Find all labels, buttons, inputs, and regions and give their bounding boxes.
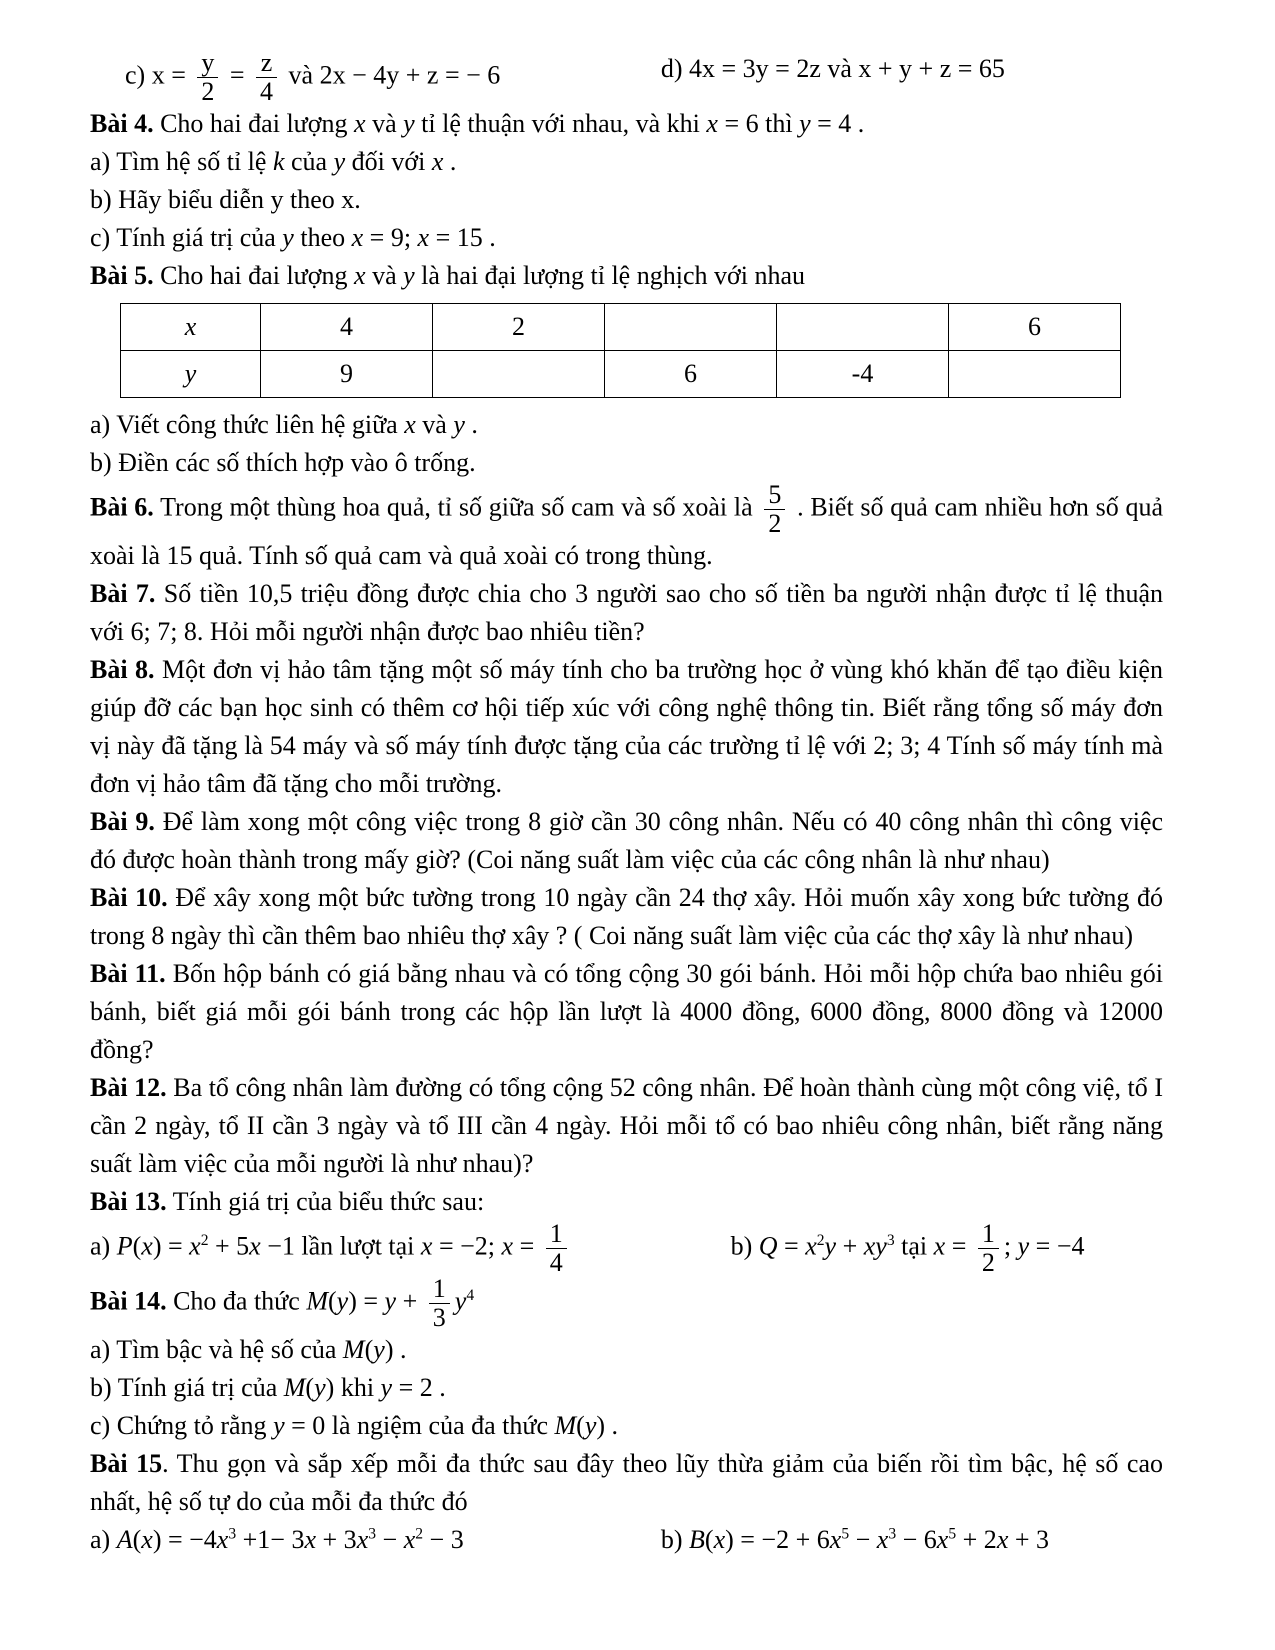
fraction	[978, 1221, 999, 1276]
bai-4-item-b	[90, 181, 1163, 219]
bai-14-item-a	[90, 1331, 1163, 1369]
text-run: x	[805, 1231, 817, 1261]
bai-4-heading	[90, 105, 1163, 143]
text-run: =	[513, 1231, 541, 1261]
fraction	[764, 482, 785, 537]
fraction-numerator: z	[260, 48, 273, 77]
table-cell: 9	[261, 351, 433, 398]
bai-15-item-a	[90, 1521, 661, 1559]
text-run: Cho hai đai lượng	[153, 261, 355, 290]
fraction	[197, 50, 218, 105]
table-cell: 2	[433, 304, 605, 351]
text-run: y	[454, 1286, 467, 1316]
exercise-label: Bài 11.	[90, 959, 166, 988]
text-run: x	[189, 1231, 201, 1261]
text-run: y	[799, 109, 811, 138]
table-cell-blank	[433, 351, 605, 398]
text-run: M	[342, 1335, 365, 1364]
text-run: = −4	[1029, 1231, 1085, 1261]
text-run: a) Tìm bậc và hệ số của	[90, 1335, 343, 1364]
text-run: Một đơn vị hảo tâm tặng một số máy tính cho ba trường học ở vùng khó khăn để tạo điều kiện giúp đỡ các bạn học sinh có thêm cơ hội tiếp xúc với công nghệ thông tin. Biết rằng tổng số máy đơn vị này đã tặng là 54 máy và số máy tính được tặng của các trường tỉ lệ với 2; 3; 4 Tính số máy tính mà đơn vị hảo tâm đã tặng cho mỗi trường.	[90, 655, 1163, 798]
text-run: x	[936, 1525, 949, 1554]
bai-13-heading	[90, 1183, 1163, 1221]
table-row-y	[121, 351, 1121, 398]
bai-14-item-c	[90, 1407, 1163, 1445]
text-run: x	[351, 223, 364, 252]
fraction	[256, 50, 277, 105]
bai-6-paragraph	[90, 482, 1163, 575]
text-run: 2	[415, 1525, 424, 1543]
text-run: x	[933, 1231, 946, 1261]
text-run: a) Viết công thức liên hệ giữa	[90, 410, 405, 439]
text-run: =	[945, 1231, 973, 1261]
text-run: và	[365, 109, 404, 138]
exercise-label: Bài 5.	[90, 261, 154, 290]
text-run: d) 4x = 3y = 2z và x + y + z = 65	[660, 54, 1005, 83]
fraction-numerator: 1	[981, 1219, 995, 1248]
text-run: y	[453, 410, 465, 439]
text-run: . Biết số quả cam nhiều hơn số quả xoài là 15 quả. Tính số quả cam và quả xoài có trong thùng.	[90, 492, 1163, 570]
text-run: 3	[228, 1525, 237, 1543]
text-run: tỉ lệ thuận với nhau, và khi	[414, 109, 707, 138]
text-run: x	[356, 1525, 369, 1554]
fraction-denominator: 2	[978, 1248, 999, 1276]
bai-15-row	[90, 1521, 1163, 1559]
text-run: (	[132, 1525, 142, 1554]
text-run: a) Tìm hệ số tỉ lệ	[90, 147, 273, 176]
text-run: và	[365, 261, 404, 290]
text-run: +	[836, 1231, 864, 1261]
text-run: .	[464, 410, 478, 439]
text-run: (	[132, 1231, 142, 1261]
bai-5-table	[120, 303, 1121, 398]
systems-item-d	[661, 50, 1005, 88]
text-run: (	[576, 1411, 585, 1440]
text-run: x	[141, 1525, 153, 1554]
text-run: (	[364, 1335, 374, 1364]
bai-5-heading	[90, 257, 1163, 295]
bai-12-paragraph	[90, 1069, 1163, 1183]
bai-14-item-b	[90, 1369, 1163, 1407]
text-run: = 15 .	[429, 223, 496, 252]
fraction-numerator: 1	[432, 1274, 446, 1303]
text-run: = 2 .	[392, 1373, 446, 1402]
systems-item-c	[90, 50, 661, 105]
bai-8-paragraph	[90, 651, 1163, 803]
text-run: ) =	[348, 1286, 385, 1316]
text-run: a)	[90, 1525, 117, 1554]
text-run: (	[328, 1286, 337, 1316]
text-run: x	[713, 1525, 726, 1554]
table-cell-blank	[949, 351, 1121, 398]
bai-15-heading	[90, 1445, 1163, 1521]
fraction-numerator: 5	[768, 480, 782, 509]
table-cell-x-header: x	[121, 304, 261, 351]
exercise-label: Bài 8.	[90, 655, 155, 684]
text-run: ) =	[152, 1231, 190, 1261]
table-cell: 6	[949, 304, 1121, 351]
bai-13-item-b	[731, 1221, 1085, 1276]
text-run: x	[501, 1231, 514, 1261]
text-run: A	[116, 1525, 133, 1554]
text-run: x	[417, 223, 430, 252]
text-run: P	[116, 1231, 133, 1261]
text-run: ;	[1003, 1231, 1018, 1261]
text-run: M	[283, 1373, 306, 1402]
table-row-x	[121, 304, 1121, 351]
exercise-label: Bài 15	[90, 1449, 163, 1478]
fraction-denominator: 2	[764, 509, 785, 537]
bai-7-paragraph	[90, 575, 1163, 651]
text-run: b)	[730, 1231, 759, 1261]
text-run: x	[996, 1525, 1009, 1554]
table-cell: -4	[777, 351, 949, 398]
fraction-numerator: 1	[549, 1219, 563, 1248]
bai-5-item-a	[90, 406, 1163, 444]
bai-11-paragraph	[90, 955, 1163, 1069]
text-run: 5	[948, 1525, 957, 1543]
text-run: 3	[888, 1525, 897, 1543]
text-run: .	[443, 147, 457, 176]
text-run: b)	[660, 1525, 689, 1554]
text-run: = 9;	[363, 223, 418, 252]
text-run: + 3	[316, 1525, 357, 1554]
text-run: ) = −2 + 6	[725, 1525, 830, 1554]
text-run: y	[282, 223, 294, 252]
text-run: M	[554, 1411, 577, 1440]
text-run: x	[431, 147, 444, 176]
text-run: −	[849, 1525, 877, 1554]
text-run: y	[373, 1335, 385, 1364]
text-run: tại	[894, 1231, 934, 1261]
text-run: y	[824, 1231, 837, 1261]
text-run: = −2;	[432, 1231, 502, 1261]
text-run: x	[706, 109, 718, 138]
exercise-label: Bài 9.	[90, 807, 155, 836]
text-run: x	[404, 410, 416, 439]
text-run: Tính giá trị của biểu thức sau:	[166, 1187, 485, 1216]
text-run: Cho đa thức	[166, 1286, 307, 1316]
exercise-label: Bài 10.	[90, 883, 168, 912]
fraction-denominator: 2	[197, 77, 218, 105]
exercise-label: Bài 13.	[90, 1187, 167, 1216]
text-run: theo	[293, 223, 352, 252]
text-run: −	[376, 1525, 404, 1554]
text-run: y	[314, 1373, 326, 1402]
text-run: 5	[841, 1525, 850, 1543]
text-run: Q	[758, 1231, 778, 1261]
text-run: )	[325, 1373, 335, 1402]
text-run: Cho hai đai lượng	[153, 109, 355, 138]
text-run: − 6	[896, 1525, 937, 1554]
bai-13-row	[90, 1221, 1163, 1276]
text-run: = 6 thì	[717, 109, 800, 138]
table-cell-blank	[605, 304, 777, 351]
fraction	[546, 1221, 567, 1276]
text-run: x	[829, 1525, 842, 1554]
fraction	[429, 1276, 450, 1331]
text-run: xy	[863, 1231, 887, 1261]
text-run: b) Điền các số thích hợp vào ô trống.	[90, 448, 476, 477]
text-run: y	[403, 109, 415, 138]
text-run: x	[876, 1525, 889, 1554]
exercise-label: Bài 7.	[90, 579, 156, 608]
text-run: Để làm xong một công việc trong 8 giờ cần 30 công nhân. Nếu có 40 công nhân thì công việc đó được hoàn thành trong mấy giờ? (Coi năng suất làm việc của các công nhân là như nhau)	[90, 807, 1163, 874]
text-run: x	[403, 1525, 416, 1554]
text-run: =	[223, 60, 252, 90]
text-run: là hai đại lượng tỉ lệ nghịch với nhau	[414, 261, 805, 290]
text-run: 3	[368, 1525, 377, 1543]
text-run: y	[333, 147, 346, 176]
text-run: c) x =	[125, 60, 193, 90]
text-run: ) .	[384, 1335, 407, 1364]
text-run: = 4 .	[810, 109, 865, 138]
text-run: 2	[816, 1231, 825, 1249]
text-run: b) Tính giá trị của	[90, 1373, 284, 1402]
text-run: (	[305, 1373, 315, 1402]
text-run: khi	[334, 1373, 381, 1402]
exercise-label: Bài 4.	[90, 109, 154, 138]
text-run: và	[415, 410, 454, 439]
systems-row	[90, 50, 1163, 105]
table-cell: 4	[261, 304, 433, 351]
text-run: Bốn hộp bánh có giá bằng nhau và có tổng cộng 30 gói bánh. Hỏi mỗi hộp chứa bao nhiêu gói bánh, biết giá mỗi gói bánh trong các hộp lần lượt là 4000 đồng, 6000 đồng, 8000 đồng và 12000 đồng?	[90, 959, 1163, 1064]
table-cell-blank	[777, 304, 949, 351]
text-run: c) Chứng tỏ rằng	[90, 1411, 274, 1440]
text-run: ) .	[596, 1411, 619, 1440]
bai-10-paragraph	[90, 879, 1163, 955]
text-run: + 2	[956, 1525, 997, 1554]
text-run: 4	[466, 1286, 475, 1304]
fraction-denominator: 3	[429, 1303, 450, 1331]
text-run: + 5	[208, 1231, 250, 1261]
text-run: x	[354, 109, 366, 138]
text-run: +1− 3	[236, 1525, 305, 1554]
text-run: b) Hãy biểu diễn y theo x.	[90, 185, 361, 214]
text-run: = 0 là ngiệm của đa thức	[284, 1411, 555, 1440]
text-run: B	[689, 1525, 705, 1554]
text-run: 3	[886, 1231, 895, 1249]
fraction-denominator: 4	[256, 77, 277, 105]
text-run: +	[396, 1286, 424, 1316]
bai-15-item-b	[661, 1521, 1049, 1559]
bai-13-item-a	[90, 1221, 731, 1276]
exercise-label: Bài 6.	[90, 492, 154, 522]
text-run: x	[304, 1525, 317, 1554]
text-run: (	[704, 1525, 714, 1554]
text-run: c) Tính giá trị của	[90, 223, 283, 252]
text-run: x	[216, 1525, 229, 1554]
text-run: Ba tổ công nhân làm đường có tổng cộng 52 công nhân. Để hoàn thành cùng một công việ, tổ I cần 2 ngày, tổ II cần 3 ngày và tổ III cần 4 ngày. Hỏi mỗi tổ có bao nhiêu công nhân, biết rằng năng suất làm việc của mỗi người là như nhau)?	[90, 1073, 1163, 1178]
fraction-denominator: 4	[546, 1248, 567, 1276]
text-run: và 2x − 4y + z = − 6	[282, 60, 501, 90]
text-run: . Thu gọn và sắp xếp mỗi đa thức sau đây theo lũy thừa giảm của biến rồi tìm bậc, hệ số cao nhất, hệ số tự do của mỗi đa thức đó	[90, 1449, 1163, 1516]
text-run: −1 lần lượt tại	[260, 1231, 421, 1261]
table-cell-y-header: y	[121, 351, 261, 398]
text-run: + 3	[1008, 1525, 1050, 1554]
bai-14-heading	[90, 1276, 1163, 1331]
text-run: đối với	[345, 147, 432, 176]
exercise-label: Bài 12.	[90, 1073, 167, 1102]
text-run: a)	[90, 1231, 117, 1261]
text-run: y	[584, 1411, 597, 1440]
text-run: Để xây xong một bức tường trong 10 ngày cần 24 thợ xây. Hỏi muốn xây xong bức tường đó trong 8 ngày thì cần thêm bao nhiêu thợ xây ? ( Coi năng suất làm việc của các thợ xây là như nhau)	[90, 883, 1163, 950]
text-run: Số tiền 10,5 triệu đồng được chia cho 3 người sao cho số tiền ba người nhận được tỉ lệ thuận với 6; 7; 8. Hỏi mỗi người nhận được bao nhiêu tiền?	[90, 579, 1163, 646]
bai-9-paragraph	[90, 803, 1163, 879]
text-run: ) = −4	[152, 1525, 217, 1554]
text-run: y	[403, 261, 415, 290]
text-run: của	[284, 147, 334, 176]
text-run: x	[249, 1231, 261, 1261]
text-run: Trong một thùng hoa quả, tỉ số giữa số cam và số xoài là	[153, 492, 760, 522]
text-run: x	[420, 1231, 433, 1261]
text-run: y	[273, 1411, 285, 1440]
text-run: k	[272, 147, 285, 176]
fraction-numerator: y	[201, 48, 215, 77]
text-run: 2	[200, 1231, 209, 1249]
text-run: M	[306, 1286, 328, 1316]
bai-4-item-a	[90, 143, 1163, 181]
table-cell: 6	[605, 351, 777, 398]
text-run: x	[141, 1231, 153, 1261]
text-run: − 3	[423, 1525, 464, 1554]
text-run: =	[777, 1231, 806, 1261]
exercise-label: Bài 14.	[90, 1286, 167, 1316]
text-run: y	[384, 1286, 397, 1316]
text-run: x	[354, 261, 366, 290]
bai-4-item-c	[90, 219, 1163, 257]
text-run: y	[380, 1373, 393, 1402]
bai-5-item-b	[90, 444, 1163, 482]
text-run: y	[1017, 1231, 1030, 1261]
text-run: y	[336, 1286, 349, 1316]
